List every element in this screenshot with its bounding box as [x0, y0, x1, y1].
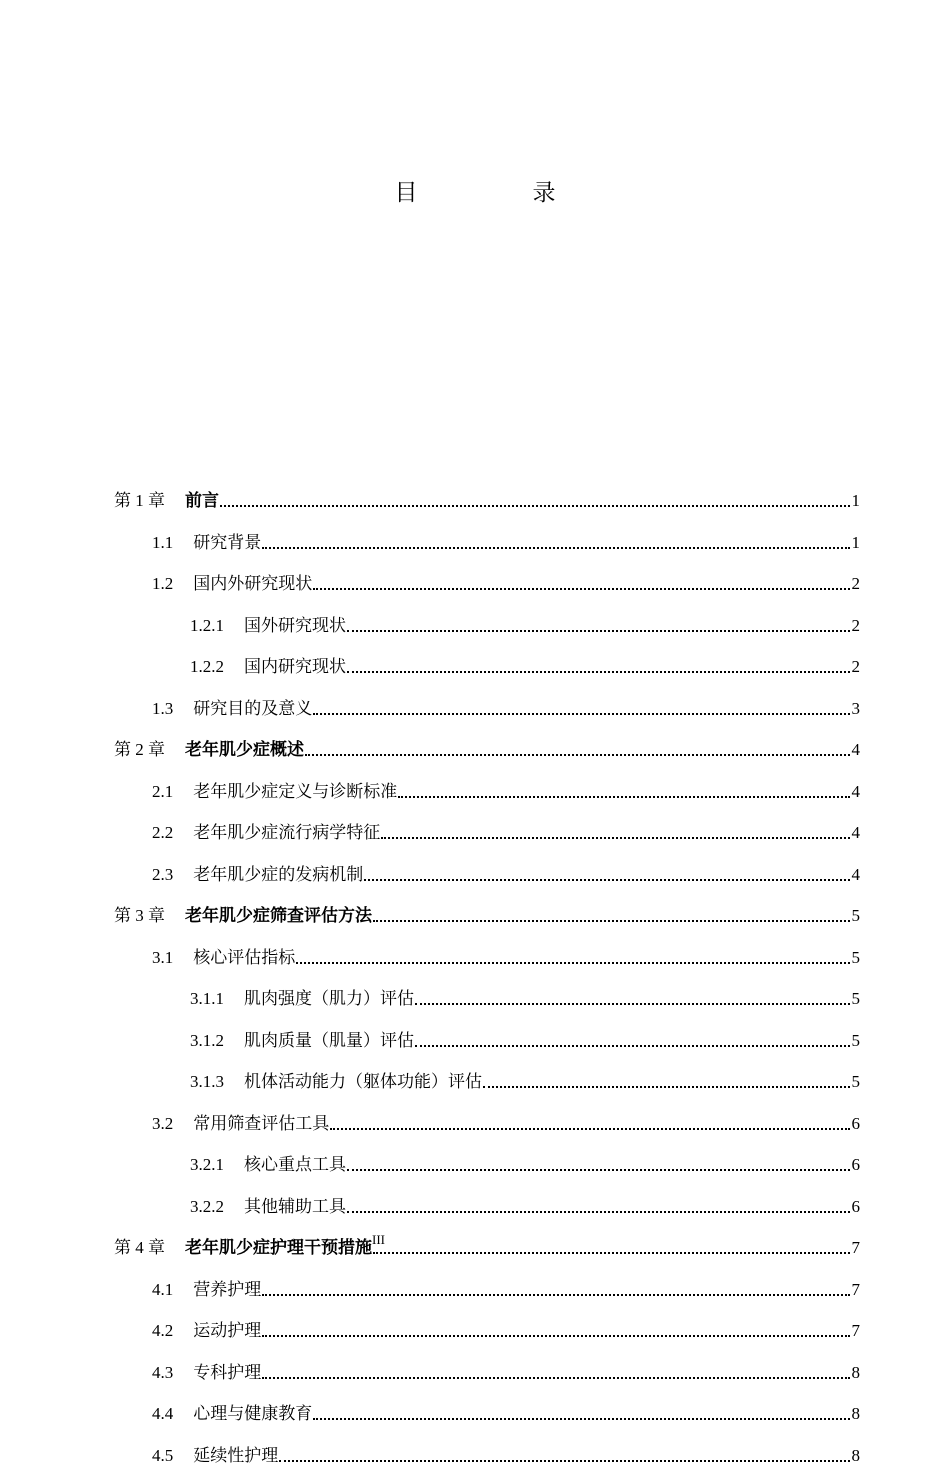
toc-leader-dots: [415, 1002, 850, 1005]
toc-entry-label: 国内外研究现状: [193, 574, 313, 593]
toc-leader-dots: [305, 753, 850, 756]
toc-entry-number: 3.2.1: [190, 1155, 224, 1174]
toc-entry-page: 2: [851, 657, 860, 676]
toc-entry-page: 4: [851, 740, 860, 759]
page-number: III: [372, 1232, 385, 1247]
toc-entry-label: 延续性护理: [193, 1445, 279, 1465]
toc-entry-page: 4: [851, 781, 860, 801]
toc-entry-label: 核心重点工具: [244, 1155, 346, 1174]
toc-entry-label: 其他辅助工具: [244, 1196, 346, 1216]
toc-leader-dots: [373, 919, 850, 922]
toc-leader-dots: [279, 1459, 849, 1462]
toc-entry-number: 4.2: [152, 1321, 174, 1340]
toc-entry-number: 2.2: [152, 823, 174, 842]
toc-entry-page: 5: [851, 1030, 860, 1050]
toc-entry-number: 3.2.2: [190, 1196, 224, 1216]
toc-entry-label: 老年肌少症定义与诊断标准: [193, 781, 398, 801]
toc-entry[interactable]: [152, 1105, 860, 1135]
toc-entry-page: 7: [851, 1238, 860, 1257]
toc-entry-page: 2: [851, 574, 860, 593]
toc-entry-page: 2: [851, 615, 860, 635]
toc-leader-dots: [262, 1334, 849, 1337]
toc-leader-dots: [364, 878, 849, 881]
toc-entry[interactable]: [190, 607, 860, 637]
toc-leader-dots: [313, 587, 849, 590]
toc-entry-label: 肌肉强度（肌力）评估: [244, 989, 414, 1008]
toc-entry-page: 1: [851, 491, 860, 510]
toc-entry-page: 8: [851, 1445, 860, 1465]
toc-entry-number: 1.2.2: [190, 657, 224, 676]
toc-entry[interactable]: [152, 1354, 860, 1384]
toc-entry-label: 国内研究现状: [244, 657, 346, 676]
toc-entry-number: 4.4: [152, 1404, 174, 1423]
toc-entry-number: 4.1: [152, 1279, 174, 1299]
toc-entry-label: 国外研究现状: [244, 615, 346, 635]
toc-leader-dots: [313, 1417, 849, 1420]
toc-entry-number: 2.3: [152, 864, 174, 884]
toc-entry-page: 7: [851, 1321, 860, 1340]
toc-leader-dots: [296, 961, 849, 964]
toc-leader-dots: [330, 1127, 849, 1130]
toc-leader-dots: [415, 1044, 850, 1047]
toc-entry[interactable]: [152, 939, 860, 969]
toc-entry-label: 前言: [185, 491, 219, 510]
toc-entry[interactable]: [152, 1271, 860, 1301]
toc-entry-number: 3.1: [152, 947, 174, 967]
toc-entry-page: 5: [851, 989, 860, 1008]
toc-entry-number: 3.1.1: [190, 989, 224, 1008]
toc-entry-page: 6: [851, 1196, 860, 1216]
toc-entry[interactable]: [152, 1437, 860, 1467]
toc-entry-label: 老年肌少症筛查评估方法: [185, 906, 372, 925]
toc-entry[interactable]: [152, 1312, 860, 1342]
toc-entry-number: 3.2: [152, 1113, 174, 1133]
toc-entry[interactable]: [152, 814, 860, 844]
toc-entry-page: 1: [851, 532, 860, 552]
toc-entry-label: 肌肉质量（肌量）评估: [244, 1030, 414, 1050]
toc-leader-dots: [220, 504, 850, 507]
toc-entry-number: 3.1.2: [190, 1030, 224, 1050]
toc-entry-number: 1.2: [152, 574, 174, 593]
toc-entry-page: 6: [851, 1113, 860, 1133]
toc-entry[interactable]: [190, 1063, 860, 1093]
toc-entry[interactable]: [190, 648, 860, 678]
toc-leader-dots: [398, 795, 849, 798]
toc-entry-label: 运动护理: [193, 1321, 262, 1340]
toc-leader-dots: [483, 1085, 850, 1088]
toc-leader-dots: [347, 629, 850, 632]
toc-entry-label: 常用筛查评估工具: [193, 1113, 330, 1133]
toc-entry-number: 4.3: [152, 1362, 174, 1382]
toc-entry-label: 老年肌少症流行病学特征: [193, 823, 381, 842]
toc-entry[interactable]: [114, 1229, 860, 1259]
toc-leader-dots: [262, 1293, 849, 1296]
toc-entry[interactable]: [152, 773, 860, 803]
toc-entry[interactable]: [114, 482, 860, 512]
toc-entry-number: 1.3: [152, 698, 174, 718]
toc-entry-number: 3.1.3: [190, 1072, 224, 1091]
toc-entry-number: 1.2.1: [190, 615, 224, 635]
toc-leader-dots: [262, 546, 849, 549]
toc-entry[interactable]: [114, 731, 860, 761]
toc-entry-label: 专科护理: [193, 1362, 262, 1382]
toc-title: 目 录: [394, 180, 602, 205]
toc-leader-dots: [347, 670, 850, 673]
toc-leader-dots: [347, 1168, 850, 1171]
toc-entry-label: 老年肌少症的发病机制: [193, 864, 364, 884]
toc-entry-page: 7: [851, 1279, 860, 1299]
toc-entry-number: 第 3 章: [114, 906, 165, 925]
toc-entry-page: 4: [851, 864, 860, 884]
toc-entry[interactable]: [152, 856, 860, 886]
toc-entry[interactable]: [190, 1146, 860, 1176]
toc-entry-label: 机体活动能力（躯体功能）评估: [244, 1072, 482, 1091]
toc-entry-label: 核心评估指标: [193, 947, 296, 967]
toc-entry[interactable]: [190, 980, 860, 1010]
toc-leader-dots: [373, 1251, 850, 1254]
toc-entry-number: 第 1 章: [114, 491, 165, 510]
toc-leader-dots: [381, 836, 849, 839]
toc-entry-page: 5: [851, 1072, 860, 1091]
toc-entry[interactable]: [114, 897, 860, 927]
toc-leader-dots: [262, 1376, 849, 1379]
toc-entry-page: 5: [851, 906, 860, 925]
toc-leader-dots: [347, 1210, 850, 1213]
toc-entry-page: 6: [851, 1155, 860, 1174]
toc-entry-label: 老年肌少症概述: [185, 740, 304, 759]
toc-entry-number: 第 4 章: [114, 1238, 165, 1257]
toc-entry-label: 研究目的及意义: [193, 698, 313, 718]
toc-entry-label: 研究背景: [193, 532, 262, 552]
toc-entry-page: 8: [851, 1362, 860, 1382]
toc-entry-number: 2.1: [152, 781, 174, 801]
toc-leader-dots: [313, 712, 849, 715]
toc-entry[interactable]: [152, 524, 860, 554]
toc-entry-label: 心理与健康教育: [193, 1404, 313, 1423]
toc-entry-label: 老年肌少症护理干预措施: [185, 1238, 372, 1257]
toc-entry[interactable]: [152, 690, 860, 720]
toc-entry[interactable]: [190, 1188, 860, 1218]
toc-entry[interactable]: [190, 1022, 860, 1052]
toc-entry-page: 3: [851, 698, 860, 718]
toc-entry-label: 营养护理: [193, 1279, 262, 1299]
toc-entry-page: 8: [851, 1404, 860, 1423]
toc-entry-page: 5: [851, 947, 860, 967]
toc-entry-number: 第 2 章: [114, 740, 165, 759]
toc-entry[interactable]: [152, 1395, 860, 1425]
toc-entry-number: 1.1: [152, 532, 174, 552]
toc-entry-page: 4: [851, 823, 860, 842]
toc-entry[interactable]: [152, 565, 860, 595]
toc-entry-number: 4.5: [152, 1445, 174, 1465]
